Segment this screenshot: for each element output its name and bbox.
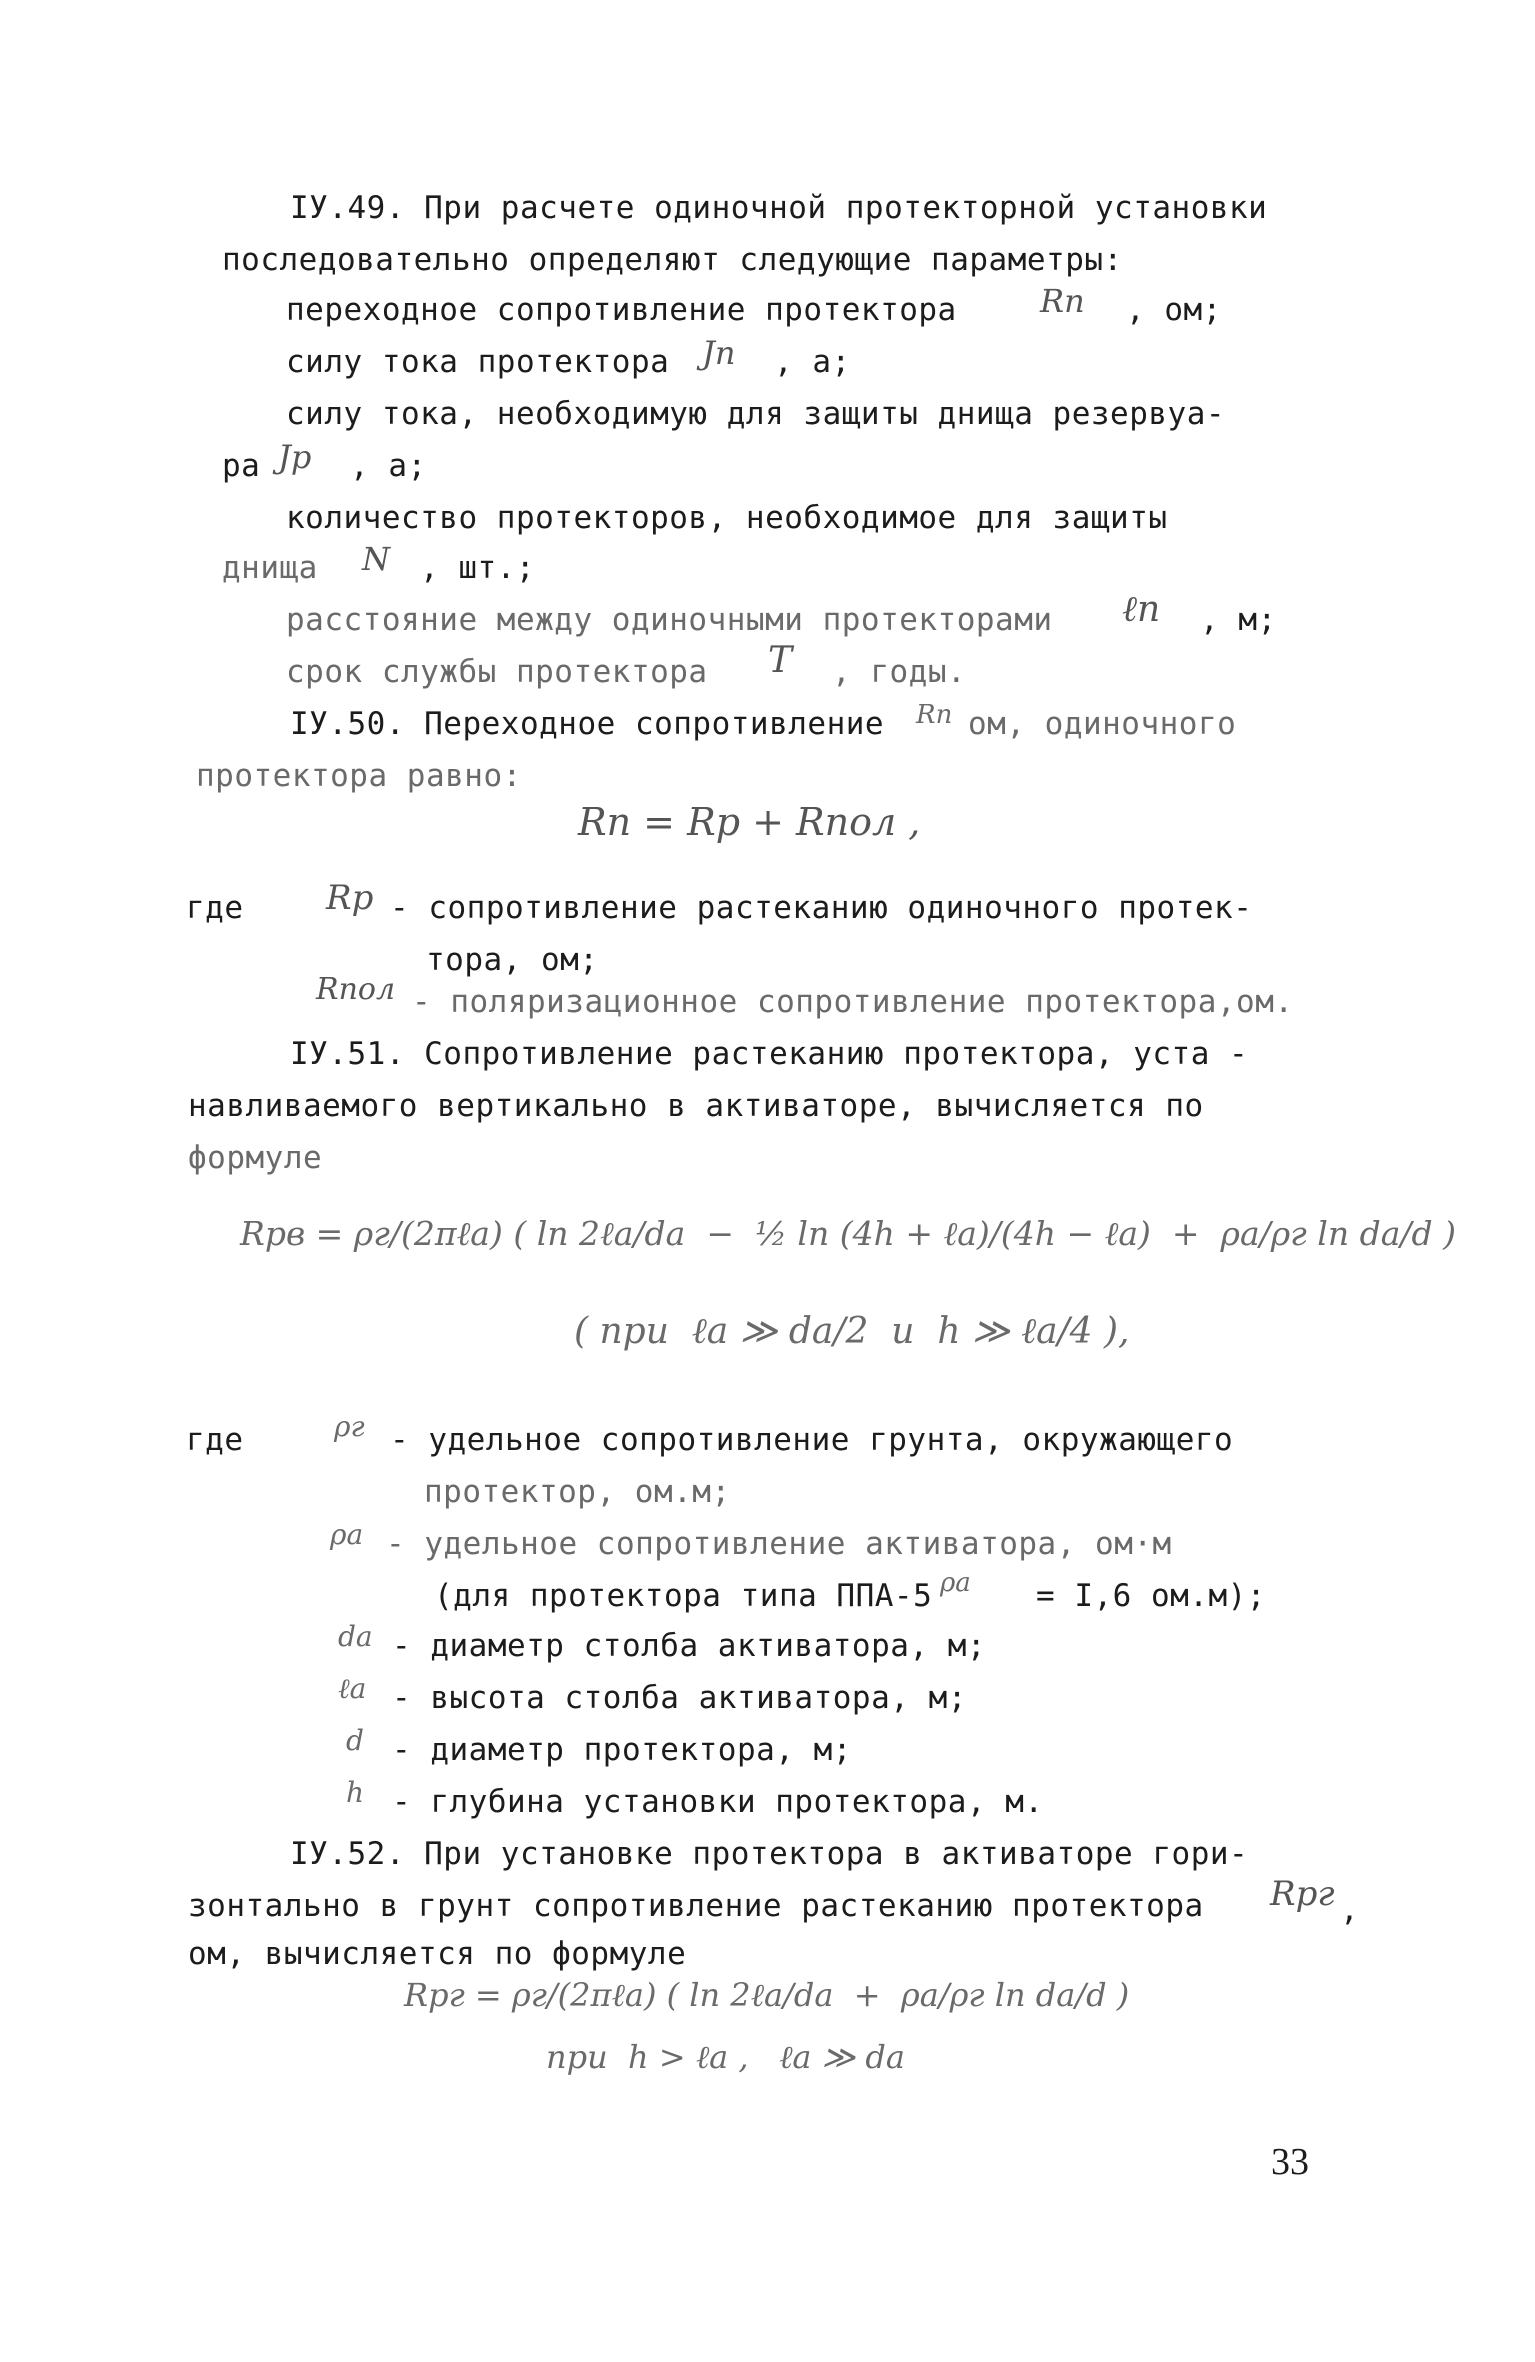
formula-Rpv-condition: ( при ℓа ≫ dа/2 и h ≫ ℓа/4 ), xyxy=(574,1311,1130,1352)
text-line: силу тока, необходимую для защиты днища резервуа- xyxy=(286,396,1226,432)
symbol-Rp: Rр xyxy=(326,878,374,918)
symbol-rho-g: ρг xyxy=(334,1410,365,1443)
text-line: протектор, ом.м; xyxy=(424,1474,731,1510)
text-line: IУ.49. При расчете одиночной протекторной установки xyxy=(290,190,1268,226)
page-number: 33 xyxy=(1271,2141,1309,2183)
text-line: IУ.52. При установке протектора в активаторе гори- xyxy=(290,1836,1249,1872)
text-line: силу тока протектора xyxy=(286,344,670,380)
text-line: тора, ом; xyxy=(426,942,599,978)
formula-Rpg-condition: при h > ℓа , ℓа ≫ dа xyxy=(546,2038,905,2076)
symbol-Jp: Jр xyxy=(278,438,312,476)
symbol-N: N xyxy=(362,540,390,578)
text-line: (для протектора типа ППА-5 xyxy=(434,1578,933,1614)
symbol-Rpol: Rпол xyxy=(316,972,396,1007)
formula-Rpv: Rрв = ρг/(2πℓа) ( ln 2ℓа/dа − ½ ln (4h + ℓа)/(4h − ℓа) + ρа/ρг ln dа/d ) xyxy=(240,1214,1457,1253)
formula-Rpg: Rрг = ρг/(2πℓа) ( ln 2ℓа/dа + ρа/ρг ln dа/d ) xyxy=(404,1976,1130,2014)
symbol-Jn: Jп xyxy=(702,334,736,372)
text-line: ра xyxy=(222,448,261,484)
text-line: , xyxy=(1340,1892,1360,1928)
text-line: , ом; xyxy=(1126,292,1222,328)
text-line: , шт.; xyxy=(420,550,535,586)
text-line: , а; xyxy=(774,344,851,380)
formula-Rn: Rп = Rр + Rпол , xyxy=(578,800,921,844)
text-line: днища xyxy=(222,550,318,586)
symbol-Rpg: Rрг xyxy=(1270,1874,1335,1914)
text-line: количество протекторов, необходимое для защиты xyxy=(286,500,1168,536)
symbol-rho-a: ρа xyxy=(330,1518,364,1551)
text-line: срок службы протектора xyxy=(286,654,708,690)
text-line: - поляризационное сопротивление протектора,ом. xyxy=(412,984,1294,1020)
symbol-d: d xyxy=(346,1724,364,1757)
text-line: - сопротивление растеканию одиночного протек- xyxy=(390,890,1253,926)
text-line: , а; xyxy=(350,448,427,484)
text-line: - диаметр столба активатора, м; xyxy=(392,1628,987,1664)
text-line: - глубина установки протектора, м. xyxy=(392,1784,1044,1820)
text-line: зонтально в грунт сопротивление растеканию протектора xyxy=(188,1888,1204,1924)
text-line: - удельное сопротивление грунта, окружающего xyxy=(390,1422,1234,1458)
text-line: навливаемого вертикально в активаторе, вычисляется по xyxy=(188,1088,1204,1124)
text-line: последовательно определяют следующие параметры: xyxy=(222,242,1123,278)
symbol-Rn-inline: Rп xyxy=(916,700,953,730)
symbol-Rn: Rп xyxy=(1040,282,1085,320)
symbol-la: ℓа xyxy=(338,1672,367,1705)
symbol-rho-a-2: ρа xyxy=(940,1568,971,1598)
text-line: где xyxy=(186,1422,244,1458)
symbol-T: T xyxy=(768,640,793,681)
text-line: ом, вычисляется по формуле xyxy=(188,1936,687,1972)
text-line: , м; xyxy=(1200,602,1277,638)
text-line: расстояние между одиночными протекторами xyxy=(286,602,1053,638)
symbol-ln: ℓп xyxy=(1122,589,1161,630)
symbol-da: dа xyxy=(338,1620,373,1653)
text-line: IУ.50. Переходное сопротивление xyxy=(290,706,885,742)
text-line: - высота столба активатора, м; xyxy=(392,1680,967,1716)
text-line: - удельное сопротивление активатора, ом·м xyxy=(386,1526,1172,1562)
text-line: = I,6 ом.м); xyxy=(1036,1578,1266,1614)
text-line: ом, одиночного xyxy=(968,706,1237,742)
text-line: переходное сопротивление протектора xyxy=(286,292,957,328)
text-line: протектора равно: xyxy=(196,758,522,794)
symbol-h: h xyxy=(346,1776,365,1809)
text-line: где xyxy=(186,890,244,926)
text-line: формуле xyxy=(188,1140,323,1176)
text-line: , годы. xyxy=(832,654,967,690)
text-line: - диаметр протектора, м; xyxy=(392,1732,852,1768)
text-line: IУ.51. Сопротивление растеканию протектора, уста - xyxy=(290,1036,1249,1072)
